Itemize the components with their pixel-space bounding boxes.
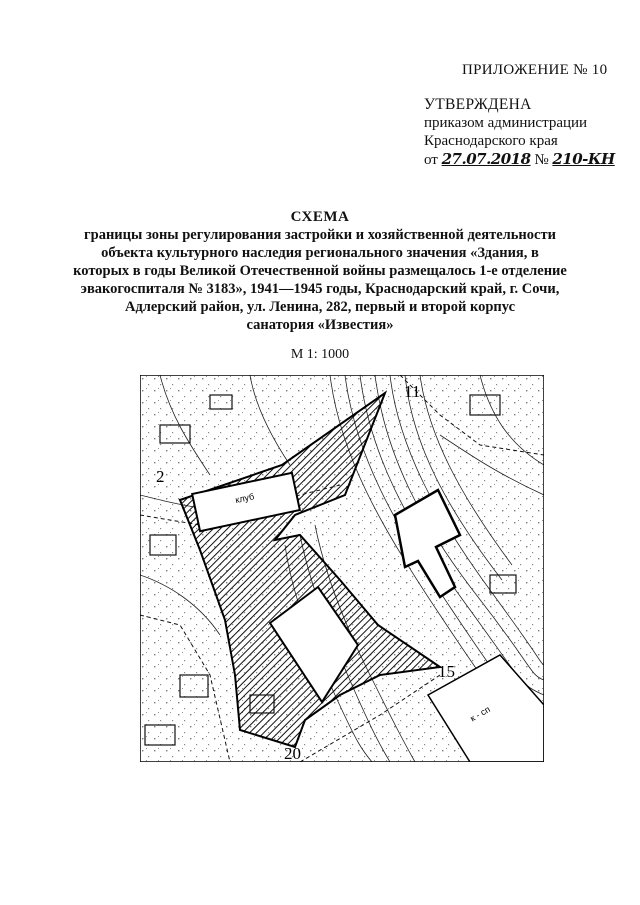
zone-map	[140, 375, 544, 762]
point-11: 11	[404, 382, 421, 401]
title-line-3: которых в годы Великой Отечественной войны размещалось 1-е отделение	[73, 263, 567, 279]
approval-date-line	[424, 150, 615, 169]
sport-field-label: к - сп	[468, 704, 492, 724]
approval-date: 27.07.2018	[441, 150, 531, 168]
document-title	[0, 208, 640, 334]
point-2: 2	[156, 467, 165, 486]
title-line-1: границы зоны регулирования застройки и хозяйственной деятельности	[84, 227, 556, 243]
date-prefix: от	[424, 152, 438, 168]
map-scale: М 1: 1000	[290, 347, 350, 362]
title-line-2: объекта культурного наследия регионального значения «Здания, в	[101, 245, 539, 261]
appendix-number: ПРИЛОЖЕНИЕ № 10	[462, 62, 608, 78]
point-15: 15	[438, 662, 455, 681]
approval-line-2: Краснодарского края	[424, 133, 558, 149]
approval-block	[424, 96, 615, 169]
club-building-label: клуб	[234, 491, 256, 506]
approval-number: 210-КН	[552, 150, 615, 168]
zone-map-drawing	[140, 375, 544, 762]
title-line-5: Адлерский район, ул. Ленина, 282, первый и второй корпус	[124, 299, 516, 315]
title-heading: СХЕМА	[290, 209, 350, 225]
point-20: 20	[284, 744, 301, 762]
number-prefix: №	[534, 152, 549, 168]
title-line-4: эвакогоспиталя № 3183», 1941—1945 годы, Краснодарский край, г. Сочи,	[80, 281, 560, 297]
title-line-6: санатория «Известия»	[246, 317, 394, 333]
approval-heading: УТВЕРЖДЕНА	[424, 96, 532, 113]
approval-line-1: приказом администрации	[424, 115, 588, 131]
